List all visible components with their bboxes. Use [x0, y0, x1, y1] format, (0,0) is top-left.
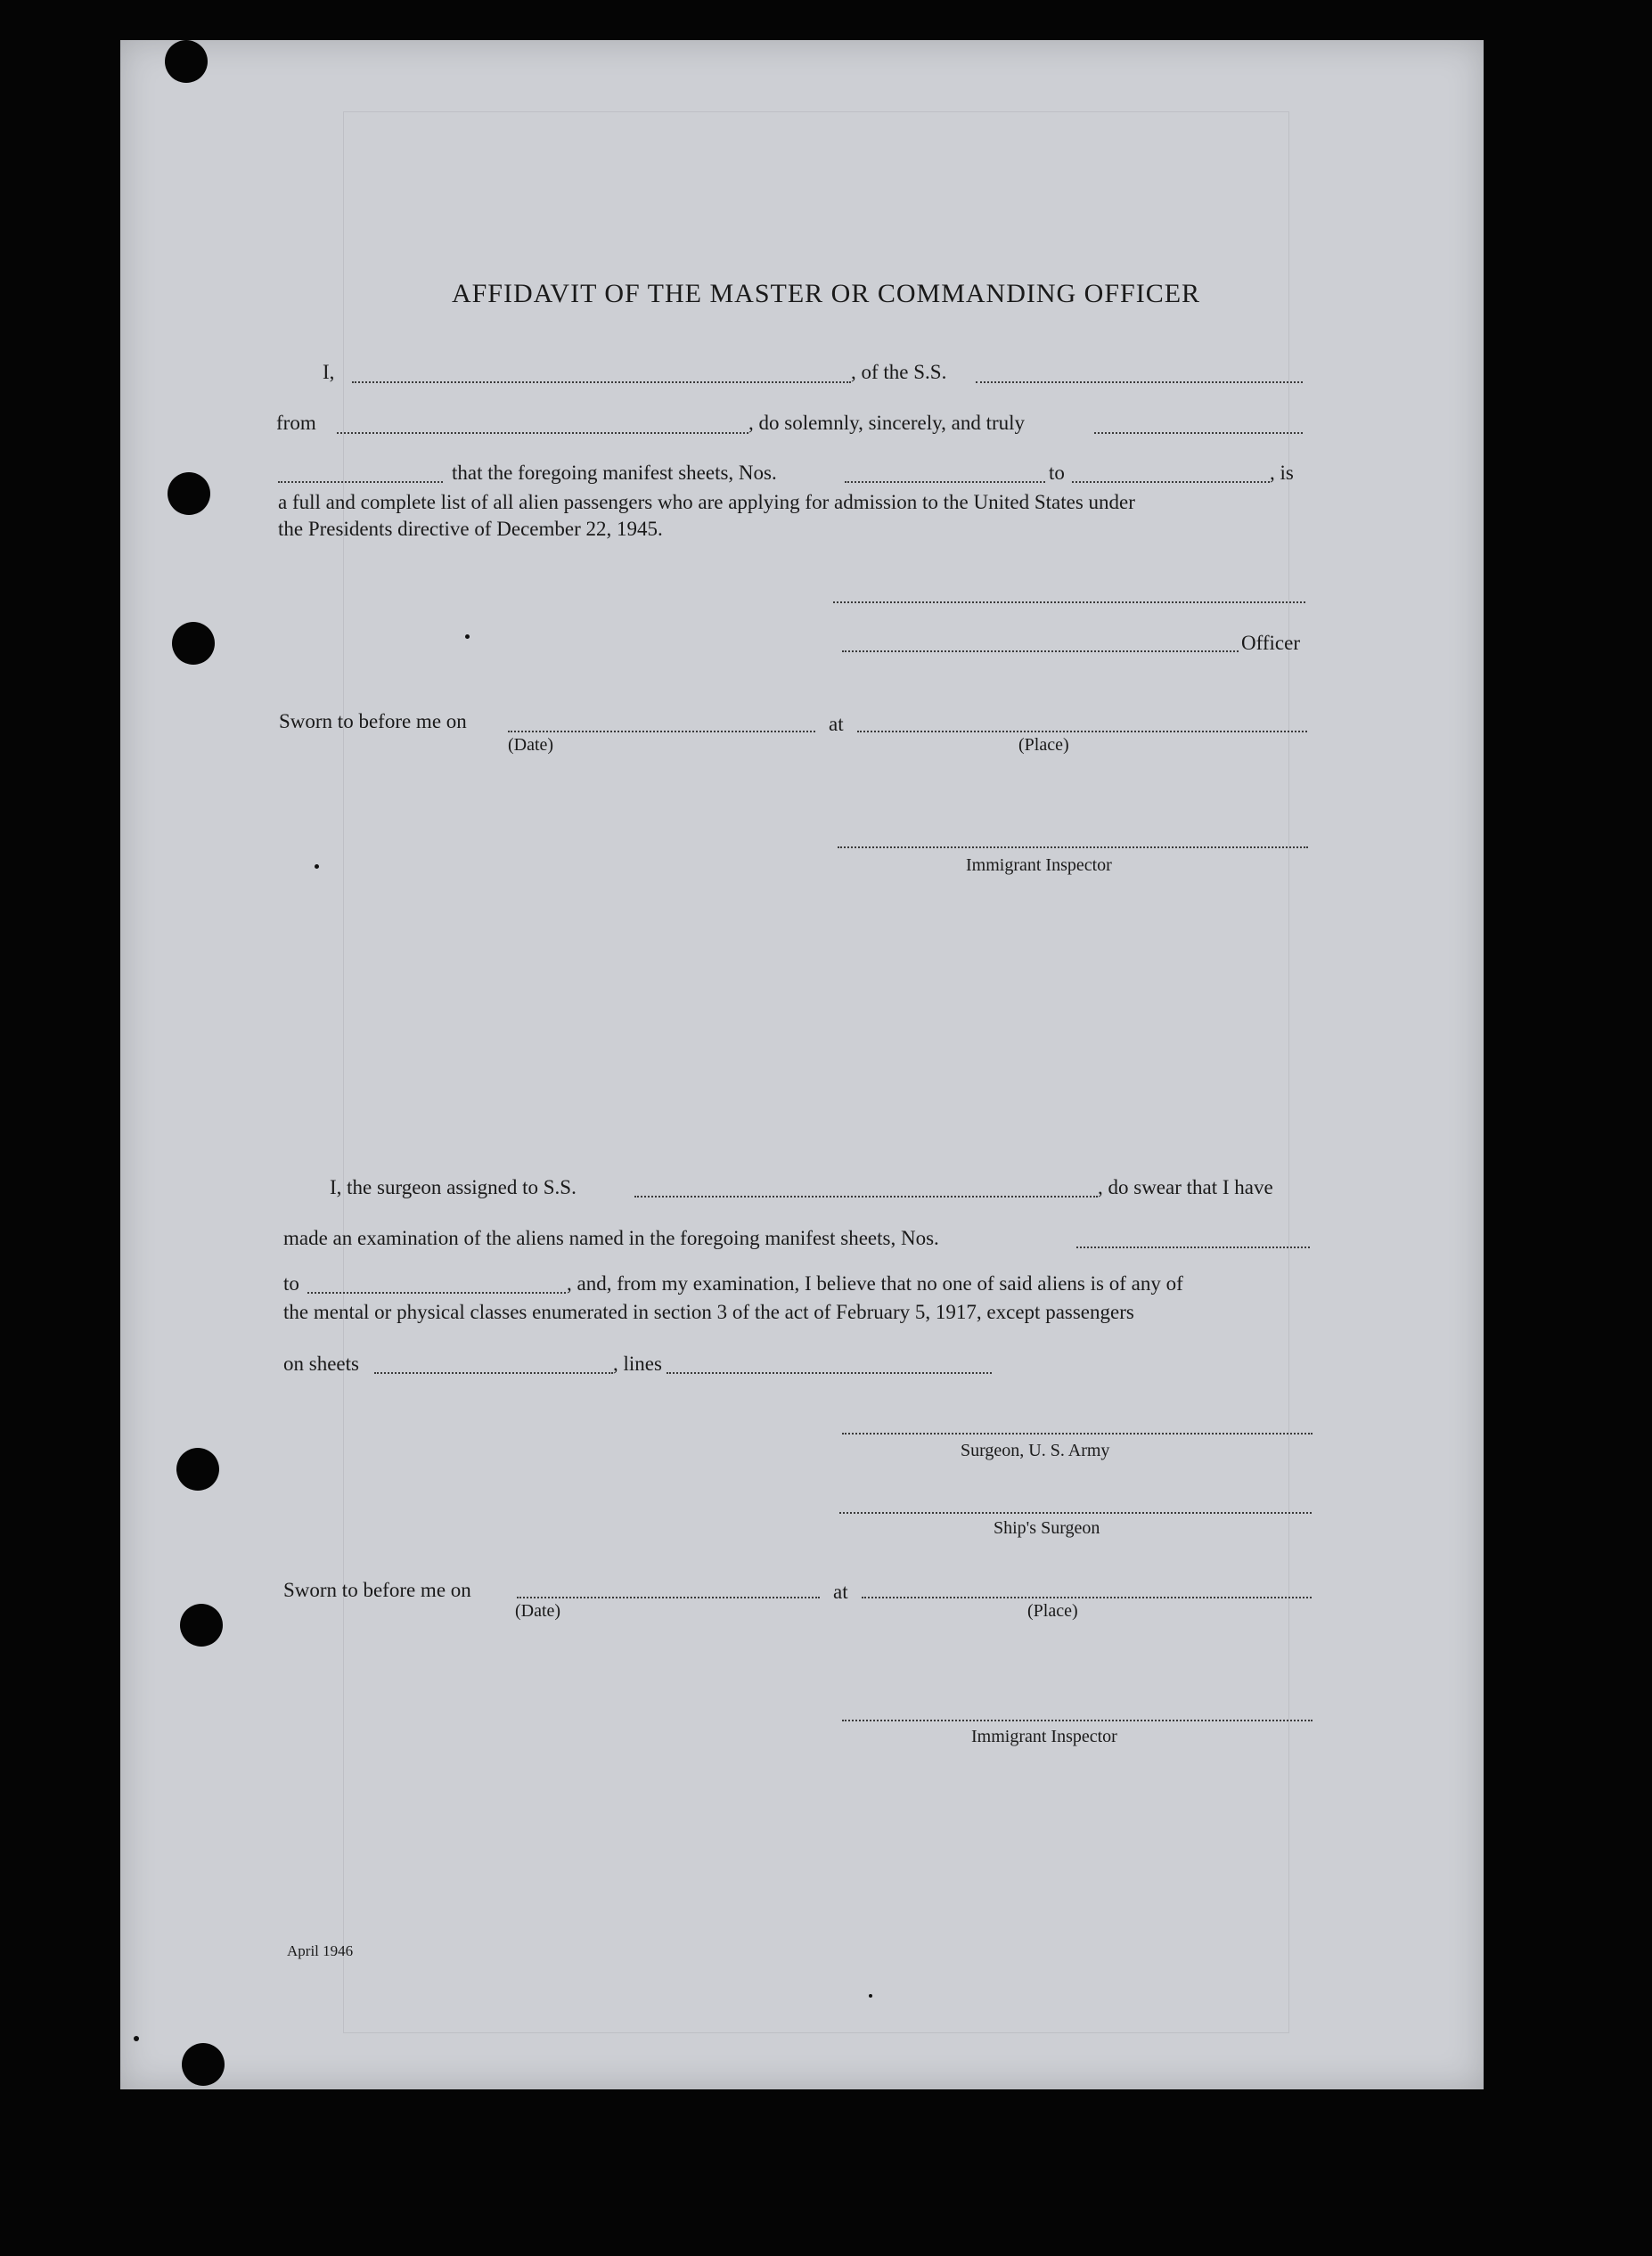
manifest-label: that the foregoing manifest sheets, Nos.	[452, 462, 777, 484]
bleed-through-table	[343, 111, 1289, 2033]
ships-surgeon-signature-line[interactable]	[839, 1512, 1312, 1514]
from-label: from	[276, 412, 316, 434]
oath-field[interactable]	[1094, 432, 1303, 434]
scan-speck	[315, 864, 319, 869]
surgeon-sworn-date-field[interactable]	[517, 1597, 820, 1598]
inspector-caption: Immigrant Inspector	[966, 855, 1112, 875]
surgeon-line-3: , and, from my examination, I believe that no one of said aliens is of any of	[567, 1272, 1183, 1295]
oath-verb-field[interactable]	[278, 481, 443, 483]
punch-hole	[165, 40, 208, 83]
sworn-label: Sworn to before me on	[279, 710, 467, 732]
is-label: , is	[1270, 462, 1294, 484]
surgeon-line-2: made an examination of the aliens named in the foregoing manifest sheets, Nos.	[283, 1227, 939, 1249]
army-surgeon-caption: Surgeon, U. S. Army	[961, 1441, 1110, 1460]
sheets-from-field[interactable]	[845, 481, 1045, 483]
army-surgeon-signature-line[interactable]	[842, 1433, 1313, 1435]
scan-speck	[465, 634, 470, 639]
ships-surgeon-caption: Ship's Surgeon	[994, 1518, 1100, 1538]
punch-hole	[168, 472, 210, 515]
body-line-3: the Presidents directive of December 22, 1945.	[278, 518, 663, 540]
surgeon-inspector-caption: Immigrant Inspector	[971, 1727, 1117, 1746]
surgeon-sworn-label: Sworn to before me on	[283, 1579, 471, 1601]
sheets-to-field[interactable]	[1072, 481, 1270, 483]
punch-hole	[182, 2043, 225, 2086]
sworn-place-field[interactable]	[857, 731, 1307, 732]
punch-hole	[172, 622, 215, 665]
officer-label: Officer	[1241, 632, 1300, 654]
affidavit-title: AFFIDAVIT OF THE MASTER OR COMMANDING OFFICER	[451, 279, 1201, 308]
sworn-date-field[interactable]	[508, 731, 815, 732]
solemnly-label: , do solemnly, sincerely, and truly	[748, 412, 1026, 434]
surgeon-ship-field[interactable]	[634, 1196, 1098, 1197]
place-caption: (Place)	[1018, 735, 1069, 755]
surgeon-to-label: to	[283, 1272, 299, 1295]
master-signature-line[interactable]	[833, 601, 1305, 603]
scan-speck	[869, 1994, 872, 1998]
surgeon-line-1a: I, the surgeon assigned to S.S.	[330, 1176, 577, 1198]
inspector-signature-line[interactable]	[838, 846, 1308, 848]
except-sheets-field[interactable]	[374, 1372, 613, 1374]
surgeon-line-4: the mental or physical classes enumerated in section 3 of the act of February 5, 1917, except passengers	[283, 1301, 1134, 1323]
surgeon-inspector-signature-line[interactable]	[842, 1720, 1313, 1721]
to-label: to	[1049, 462, 1065, 484]
surgeon-sworn-place-field[interactable]	[862, 1597, 1312, 1598]
punch-hole	[176, 1448, 219, 1491]
surgeon-place-caption: (Place)	[1027, 1601, 1078, 1621]
of-ss-label: , of the S.S.	[851, 361, 947, 383]
on-sheets-label: on sheets	[283, 1353, 359, 1375]
body-line-2: a full and complete list of all alien passengers who are applying for admission to the United States under	[278, 491, 1135, 513]
ship-name-field[interactable]	[976, 381, 1303, 383]
except-lines-field[interactable]	[667, 1372, 992, 1374]
form-date: April 1946	[287, 1942, 354, 1959]
master-name-field[interactable]	[352, 381, 851, 383]
punch-hole	[180, 1604, 223, 1647]
date-caption: (Date)	[508, 735, 554, 755]
from-field[interactable]	[337, 432, 748, 434]
surgeon-at-label: at	[833, 1581, 848, 1603]
scan-speck	[134, 2036, 139, 2041]
surgeon-date-caption: (Date)	[515, 1601, 561, 1621]
surgeon-sheets-from-field[interactable]	[1076, 1247, 1310, 1248]
i-label: I,	[323, 361, 335, 383]
officer-signature-line[interactable]	[842, 650, 1239, 652]
at-label: at	[829, 713, 844, 735]
lines-label: , lines	[613, 1353, 662, 1375]
surgeon-line-1b: , do swear that I have	[1098, 1176, 1273, 1198]
surgeon-sheets-to-field[interactable]	[307, 1292, 566, 1294]
